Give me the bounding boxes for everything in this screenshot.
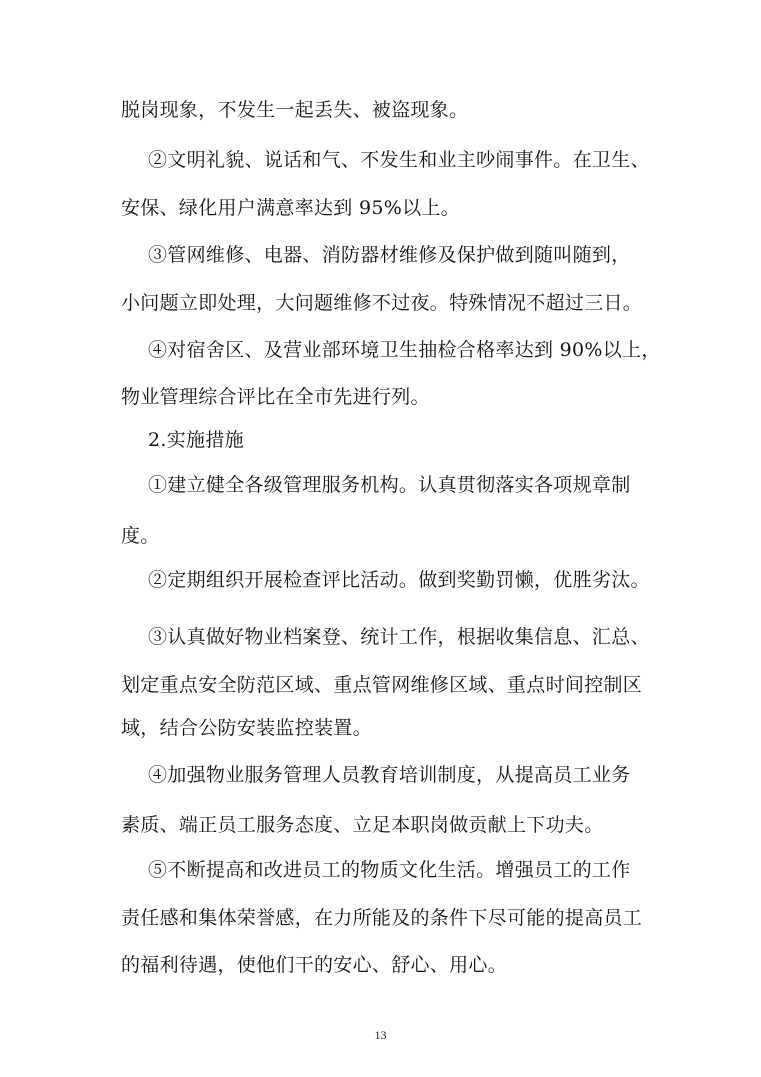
text-line: 度。: [121, 525, 160, 547]
text-line: 小问题立即处理，大问题维修不过夜。特殊情况不超过三日。: [121, 292, 643, 314]
text-line: 域，结合公防安装监控装置。: [121, 717, 372, 739]
text-line: 责任感和集体荣誉感，在力所能及的条件下尽可能的提高员工: [121, 907, 643, 929]
text-line: 的福利待遇，使他们干的安心、舒心、用心。: [121, 954, 508, 976]
text-line: ④加强物业服务管理人员教育培训制度，从提高员工业务: [148, 764, 631, 786]
text-line: ④对宿舍区、及营业部环境卫生抽检合格率达到 90%以上，: [148, 339, 661, 361]
text-line: ①建立健全各级管理服务机构。认真贯彻落实各项规章制: [148, 474, 631, 496]
text-line: ③认真做好物业档案登、统计工作，根据收集信息、汇总、: [148, 626, 650, 648]
text-line: 安保、绿化用户满意率达到 95%以上。: [121, 197, 460, 219]
text-line: 脱岗现象，不发生一起丢失、被盗现象。: [121, 99, 469, 121]
text-line: ⑤不断提高和改进员工的物质文化生活。增强员工的工作: [148, 859, 631, 881]
section-heading: 2.实施措施: [148, 429, 244, 451]
text-line: 物业管理综合评比在全市先进行列。: [121, 386, 430, 408]
text-line: ③管网维修、电器、消防器材维修及保护做到随叫随到，: [148, 244, 631, 266]
text-line: 划定重点安全防范区域、重点管网维修区域、重点时间控制区: [121, 674, 643, 696]
text-line: 素质、端正员工服务态度、立足本职岗做贡献上下功夫。: [121, 814, 604, 836]
text-line: ②定期组织开展检查评比活动。做到奖勤罚懒，优胜劣汰。: [148, 569, 650, 591]
text-line: ②文明礼貌、说话和气、不发生和业主吵闹事件。在卫生、: [148, 149, 650, 171]
page-number: 13: [374, 1028, 387, 1042]
